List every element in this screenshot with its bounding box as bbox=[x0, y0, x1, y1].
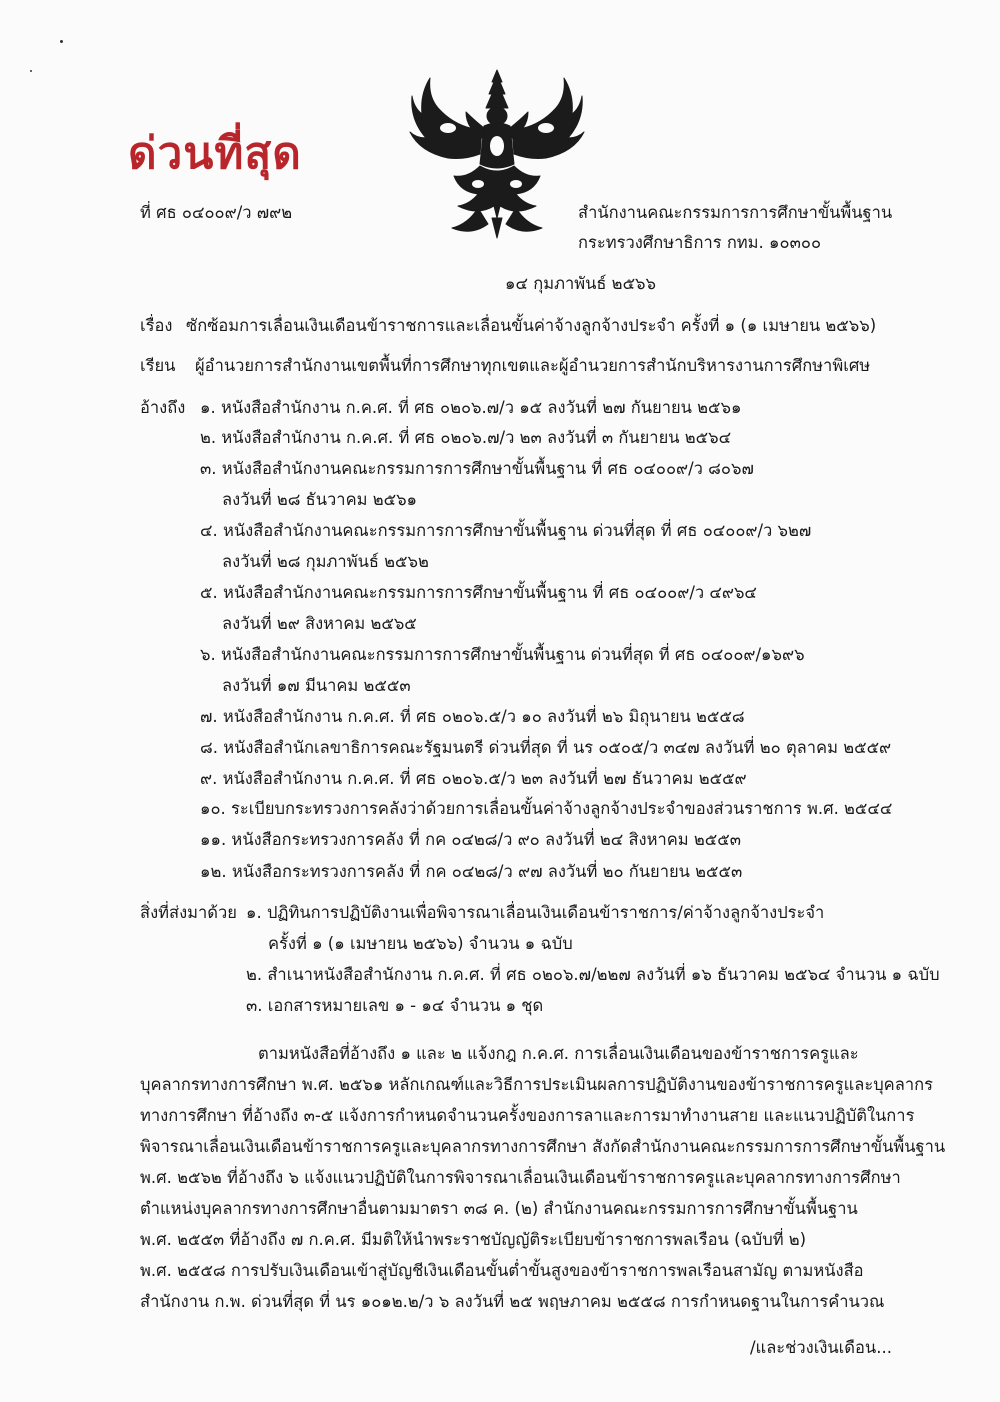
reference-item: ๕. หนังสือสำนักงานคณะกรรมการการศึกษาขั้นพื้นฐาน ที่ ศธ ๐๔๐๐๙/ว ๔๙๖๔ bbox=[200, 583, 757, 602]
reference-item-continuation: ลงวันที่ ๒๙ สิงหาคม ๒๕๖๕ bbox=[222, 614, 417, 633]
reference-item: ๔. หนังสือสำนักงานคณะกรรมการการศึกษาขั้นพื้นฐาน ด่วนที่สุด ที่ ศธ ๐๔๐๐๙/ว ๖๒๗ bbox=[200, 521, 812, 540]
agency-address: กระทรวงศึกษาธิการ กทม. ๑๐๓๐๐ bbox=[578, 233, 822, 252]
reference-item-continuation: ลงวันที่ ๒๘ ธันวาคม ๒๕๖๑ bbox=[222, 490, 418, 509]
reference-item: ๓. หนังสือสำนักงานคณะกรรมการการศึกษาขั้นพื้นฐาน ที่ ศธ ๐๔๐๐๙/ว ๘๐๖๗ bbox=[200, 459, 754, 478]
enclosure-item: ๓. เอกสารหมายเลข ๑ - ๑๔ จำนวน ๑ ชุด bbox=[246, 996, 544, 1015]
recipient-label: เรียน bbox=[140, 356, 176, 375]
agency-name: สำนักงานคณะกรรมการการศึกษาขั้นพื้นฐาน bbox=[578, 203, 893, 222]
garuda-emblem-icon bbox=[408, 68, 586, 240]
urgency-stamp: ด่วนที่สุด bbox=[128, 128, 302, 179]
subject-text: ซักซ้อมการเลื่อนเงินเดือนข้าราชการและเลื่อนขั้นค่าจ้างลูกจ้างประจำ ครั้งที่ ๑ (๑ เมษายน ๒๕๖๖) bbox=[186, 316, 877, 335]
reference-item: ๑๑. หนังสือกระทรวงการคลัง ที่ กค ๐๔๒๘/ว ๙๐ ลงวันที่ ๒๔ สิงหาคม ๒๕๕๓ bbox=[200, 830, 742, 849]
document-date: ๑๔ กุมภาพันธ์ ๒๕๖๖ bbox=[505, 274, 656, 293]
scan-speck bbox=[60, 40, 63, 43]
body-line: พ.ศ. ๒๕๕๘ การปรับเงินเดือนเข้าสู่บัญชีเงินเดือนขั้นต่ำขั้นสูงของข้าราชการพลเรือนสามัญ ตามหนังสือ bbox=[140, 1261, 864, 1280]
reference-item: ๑๐. ระเบียบกระทรวงการคลังว่าด้วยการเลื่อนขั้นค่าจ้างลูกจ้างประจำของส่วนราชการ พ.ศ. ๒๕๔๔ bbox=[200, 799, 893, 818]
body-line: พ.ศ. ๒๕๖๒ ที่อ้างถึง ๖ แจ้งแนวปฏิบัติในการพิจารณาเลื่อนเงินเดือนข้าราชการครูและบุคลากรทางการศึกษา bbox=[140, 1168, 901, 1187]
references-label: อ้างถึง bbox=[140, 398, 186, 417]
body-first-line: ตามหนังสือที่อ้างถึง ๑ และ ๒ แจ้งกฎ ก.ค.ศ. การเลื่อนเงินเดือนของข้าราชการครูและ bbox=[258, 1044, 859, 1063]
body-line: ตำแหน่งบุคลากรทางการศึกษาอื่นตามมาตรา ๓๘ ค. (๒) สำนักงานคณะกรรมการการศึกษาขั้นพื้นฐาน bbox=[140, 1199, 858, 1218]
body-line: สำนักงาน ก.พ. ด่วนที่สุด ที่ นร ๑๐๑๒.๒/ว ๖ ลงวันที่ ๒๕ พฤษภาคม ๒๕๕๘ การกำหนดฐานในการคำนวณ bbox=[140, 1292, 885, 1311]
reference-item: ๙. หนังสือสำนักงาน ก.ค.ศ. ที่ ศธ ๐๒๐๖.๕/ว ๒๓ ลงวันที่ ๒๗ ธันวาคม ๒๕๕๙ bbox=[200, 769, 747, 788]
reference-item: ๗. หนังสือสำนักงาน ก.ค.ศ. ที่ ศธ ๐๒๐๖.๕/ว ๑๐ ลงวันที่ ๒๖ มิถุนายน ๒๕๕๘ bbox=[200, 707, 745, 726]
body-line: พิจารณาเลื่อนเงินเดือนข้าราชการครูและบุคลากรทางการศึกษา สังกัดสำนักงานคณะกรรมการการศึกษาขั้นพื้นฐาน bbox=[140, 1137, 946, 1156]
reference-item: ๘. หนังสือสำนักเลขาธิการคณะรัฐมนตรี ด่วนที่สุด ที่ นร ๐๕๐๕/ว ๓๔๗ ลงวันที่ ๒๐ ตุลาคม ๒๕๕๙ bbox=[200, 738, 892, 757]
reference-item: ๖. หนังสือสำนักงานคณะกรรมการการศึกษาขั้นพื้นฐาน ด่วนที่สุด ที่ ศธ ๐๔๐๐๙/๑๖๙๖ bbox=[200, 645, 805, 664]
recipient-text: ผู้อำนวยการสำนักงานเขตพื้นที่การศึกษาทุกเขตและผู้อำนวยการสำนักบริหารงานการศึกษาพิเศษ bbox=[195, 356, 871, 375]
reference-item: ๑. หนังสือสำนักงาน ก.ค.ศ. ที่ ศธ ๐๒๐๖.๗/ว ๑๕ ลงวันที่ ๒๗ กันยายน ๒๕๖๑ bbox=[200, 398, 742, 417]
body-line: บุคลากรทางการศึกษา พ.ศ. ๒๕๖๑ หลักเกณฑ์และวิธีการประเมินผลการปฏิบัติงานของข้าราชการครูและบุคลากร bbox=[140, 1075, 933, 1094]
enclosure-item-continuation: ครั้งที่ ๑ (๑ เมษายน ๒๕๖๖) จำนวน ๑ ฉบับ bbox=[268, 934, 573, 953]
body-line: พ.ศ. ๒๕๕๓ ที่อ้างถึง ๗ ก.ค.ศ. มีมติให้นำพระราชบัญญัติระเบียบข้าราชการพลเรือน (ฉบับที่ ๒) bbox=[140, 1230, 807, 1249]
reference-item: ๒. หนังสือสำนักงาน ก.ค.ศ. ที่ ศธ ๐๒๐๖.๗/ว ๒๓ ลงวันที่ ๓ กันยายน ๒๕๖๔ bbox=[200, 428, 732, 447]
reference-item-continuation: ลงวันที่ ๑๗ มีนาคม ๒๕๕๓ bbox=[222, 676, 411, 695]
document-number: ที่ ศธ ๐๔๐๐๙/ว ๗๙๒ bbox=[140, 203, 293, 222]
reference-item-continuation: ลงวันที่ ๒๘ กุมภาพันธ์ ๒๕๖๒ bbox=[222, 552, 429, 571]
reference-item: ๑๒. หนังสือกระทรวงการคลัง ที่ กค ๐๔๒๘/ว ๙๗ ลงวันที่ ๒๐ กันยายน ๒๕๕๓ bbox=[200, 862, 743, 881]
body-line: ทางการศึกษา ที่อ้างถึง ๓-๕ แจ้งการกำหนดจำนวนครั้งของการลาและการมาทำงานสาย และแนวปฏิบัติในการ bbox=[140, 1106, 915, 1125]
page-continuation: /และช่วงเงินเดือน... bbox=[750, 1338, 892, 1357]
enclosures-label: สิ่งที่ส่งมาด้วย bbox=[140, 903, 237, 922]
enclosure-item: ๒. สำเนาหนังสือสำนักงาน ก.ค.ศ. ที่ ศธ ๐๒๐๖.๗/๒๒๗ ลงวันที่ ๑๖ ธันวาคม ๒๕๖๔ จำนวน ๑ ฉบับ bbox=[246, 965, 940, 984]
enclosure-item: ๑. ปฏิทินการปฏิบัติงานเพื่อพิจารณาเลื่อนเงินเดือนข้าราชการ/ค่าจ้างลูกจ้างประจำ bbox=[246, 903, 825, 922]
scan-speck bbox=[30, 70, 32, 72]
subject-label: เรื่อง bbox=[140, 316, 173, 335]
